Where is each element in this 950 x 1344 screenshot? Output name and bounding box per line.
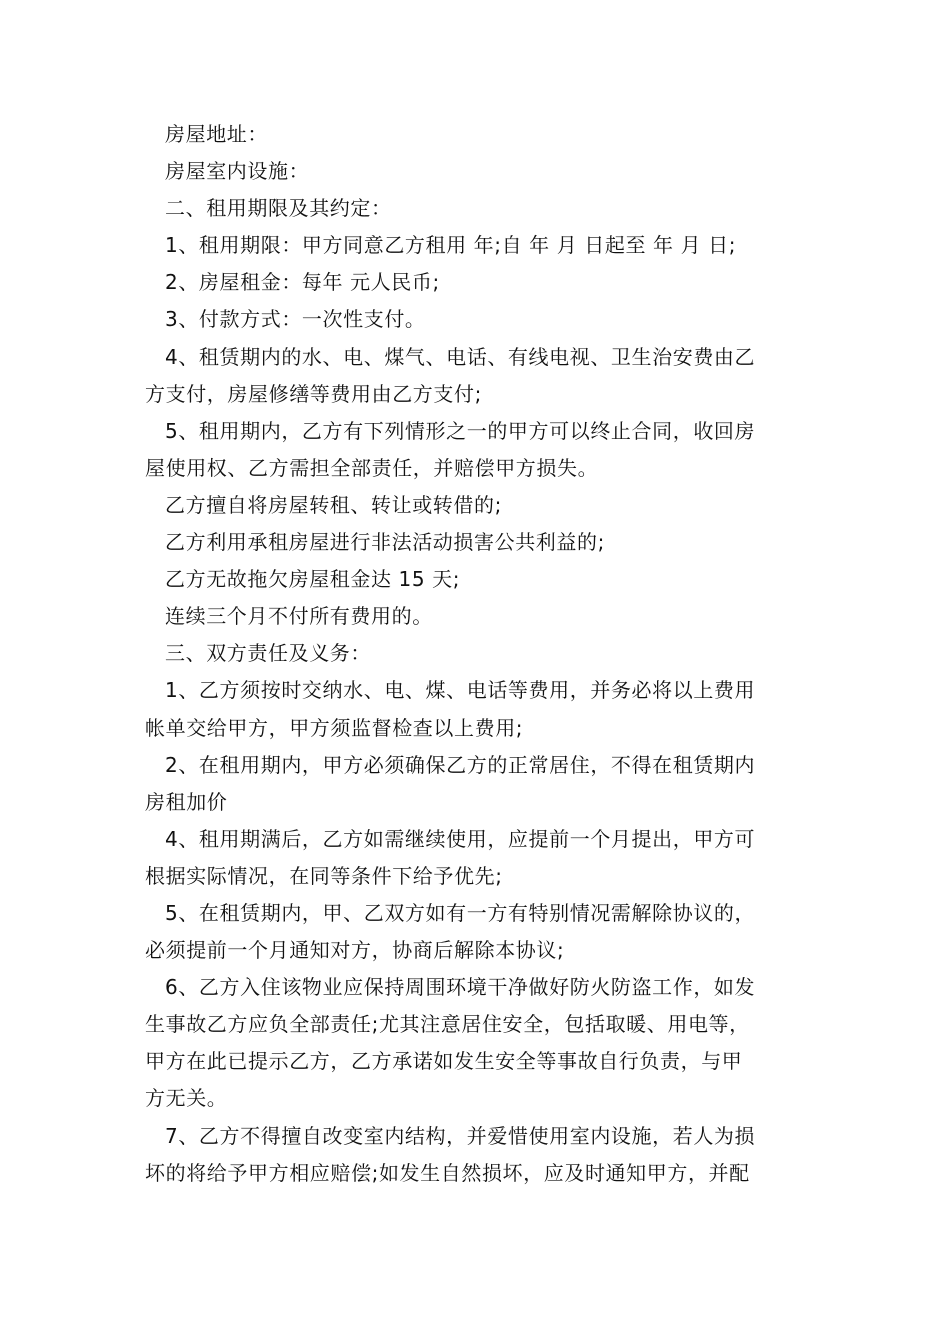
text-line: 房屋室内设施： (165, 159, 310, 184)
text-line: 生事故乙方应负全部责任;尤其注意居住安全，包括取暖、用电等， (145, 1012, 750, 1037)
document-body (145, 116, 810, 1192)
text-line: 4、租用期满后，乙方如需继续使用，应提前一个月提出，甲方可 (165, 826, 756, 851)
text-line: 6、乙方入住该物业应保持周围环境干净做好防火防盗工作，如发 (165, 975, 756, 1000)
text-line: 4、租赁期内的水、电、煤气、电话、有线电视、卫生治安费由乙 (165, 344, 756, 369)
text-line: 乙方无故拖欠房屋租金达 15 天; (165, 567, 461, 592)
text-line: 坏的将给予甲方相应赔偿;如发生自然损坏，应及时通知甲方，并配 (145, 1160, 750, 1185)
text-line: 三、双方责任及义务： (165, 641, 371, 666)
text-line: 方支付，房屋修缮等费用由乙方支付; (145, 381, 482, 406)
text-line: 帐单交给甲方，甲方须监督检查以上费用; (145, 715, 524, 740)
text-line: 乙方擅自将房屋转租、转让或转借的; (165, 492, 502, 517)
text-line: 乙方利用承租房屋进行非法活动损害公共利益的; (165, 530, 605, 555)
text-line: 5、在租赁期内，甲、乙双方如有一方有特别情况需解除协议的， (165, 900, 756, 925)
text-line: 房租加价 (145, 789, 228, 814)
text-line: 3、付款方式：一次性支付。 (165, 307, 426, 332)
text-line: 7、乙方不得擅自改变室内结构，并爱惜使用室内设施，若人为损 (165, 1123, 756, 1148)
text-line: 屋使用权、乙方需担全部责任，并赔偿甲方损失。 (145, 455, 599, 480)
text-line: 必须提前一个月通知对方，协商后解除本协议; (145, 938, 565, 963)
text-line: 2、房屋租金：每年 元人民币; (165, 270, 440, 295)
text-line: 连续三个月不付所有费用的。 (165, 604, 433, 629)
text-line: 2、在租用期内，甲方必须确保乙方的正常居住，不得在租赁期内 (165, 752, 756, 777)
text-line: 方无关。 (145, 1086, 228, 1111)
text-line: 甲方在此已提示乙方，乙方承诺如发生安全等事故自行负责，与甲 (145, 1049, 743, 1074)
text-line: 二、租用期限及其约定： (165, 196, 392, 221)
text-line: 1、租用期限：甲方同意乙方租用 年;自 年 月 日起至 年 月 日; (165, 233, 737, 258)
text-line: 5、租用期内，乙方有下列情形之一的甲方可以终止合同，收回房 (165, 418, 756, 443)
text-line: 根据实际情况，在同等条件下给予优先; (145, 863, 503, 888)
text-line: 1、乙方须按时交纳水、电、煤、电话等费用，并务必将以上费用 (165, 678, 756, 703)
text-line: 房屋地址： (165, 122, 268, 146)
